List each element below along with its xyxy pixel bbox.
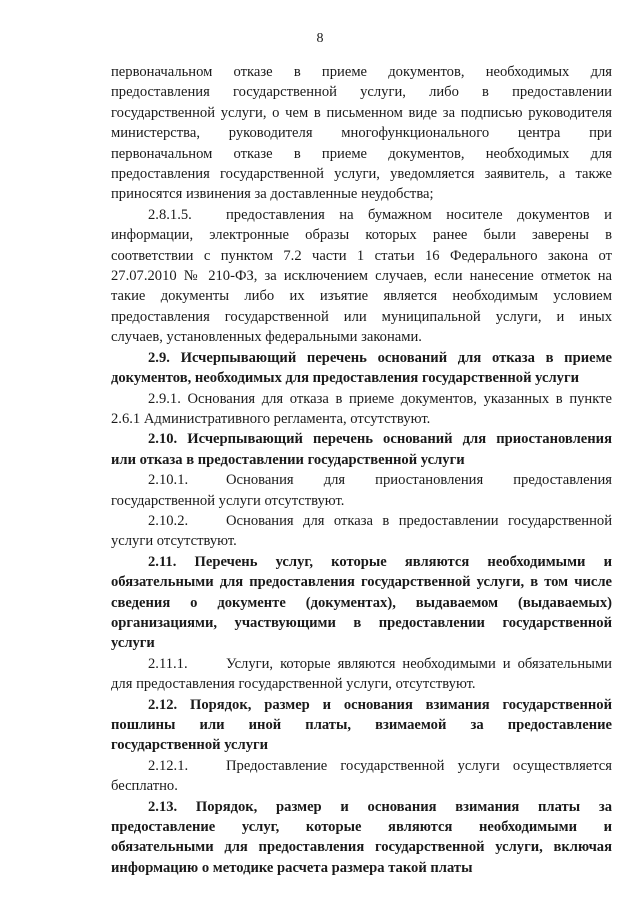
section-heading: или отказа в предоставлении государственной услуги bbox=[111, 451, 465, 468]
paragraph-line: государственной услуги, о чем в письменном виде за подписью руководителя bbox=[111, 104, 612, 121]
paragraph-line: 2.6.1 Административного регламента, отсутствуют. bbox=[111, 410, 431, 427]
paragraph-line: услуги отсутствуют. bbox=[111, 533, 237, 550]
clause-text: Основания для отказа в предоставлении государственной bbox=[226, 512, 612, 529]
section-heading: пошлины или иной платы, взимаемой за предоставление bbox=[111, 717, 612, 733]
paragraph-line bbox=[111, 511, 612, 531]
section-heading: обязательными для предоставления государственной услуги, включая bbox=[111, 839, 612, 856]
paragraph-line: соответствии с пунктом 7.2 части 1 статьи 16 Федерального закона от bbox=[111, 247, 612, 264]
paragraph-line: предоставления государственной или муниципальной услуги, и иных bbox=[111, 308, 612, 325]
document-body bbox=[111, 62, 612, 878]
section-heading: документов, необходимых для предоставления государственной услуги bbox=[111, 370, 579, 387]
section-heading: сведения о документе (документах), выдаваемом (выдаваемых) bbox=[111, 594, 612, 611]
paragraph-line: первоначальном отказе в приеме документов, необходимых для bbox=[111, 64, 612, 80]
paragraph-line: 27.07.2010 № 210-ФЗ, за исключением случаев, если нанесение отметок на bbox=[111, 268, 612, 285]
paragraph-line bbox=[111, 205, 612, 225]
page-number: 8 bbox=[316, 31, 324, 46]
paragraph-line: бесплатно. bbox=[111, 778, 178, 795]
section-heading: обязательными для предоставления государственной услуги, в том числе bbox=[111, 574, 612, 591]
section-heading: государственной услуги bbox=[111, 737, 269, 754]
paragraph-line: 2.9.1. Основания для отказа в приеме документов, указанных в пункте bbox=[148, 390, 612, 407]
section-heading: 2.13. Порядок, размер и основания взимания платы за bbox=[148, 798, 612, 815]
section-heading: информацию о методике расчета размера такой платы bbox=[111, 859, 473, 876]
paragraph-line: для предоставления государственной услуги, отсутствуют. bbox=[111, 676, 476, 693]
paragraph-line: государственной услуги отсутствуют. bbox=[111, 492, 345, 509]
clause-number: 2.10.1. bbox=[148, 472, 189, 489]
section-heading: организациями, участвующими в предоставлении государственной bbox=[111, 614, 612, 631]
section-heading: услуги bbox=[111, 635, 155, 652]
paragraph-line: первоначальном отказе в приеме документов, необходимых для bbox=[111, 145, 612, 162]
clause-number: 2.11.1. bbox=[148, 655, 188, 672]
paragraph-line bbox=[111, 470, 612, 490]
paragraph-line: предоставления государственной услуги, либо в предоставлении bbox=[111, 84, 612, 101]
section-heading: 2.11. Перечень услуг, которые являются необходимыми и bbox=[148, 553, 612, 570]
clause-text: Предоставление государственной услуги осуществляется bbox=[226, 757, 612, 774]
clause-text: Услуги, которые являются необходимыми и обязательными bbox=[226, 655, 612, 672]
clause-text: предоставления на бумажном носителе документов и bbox=[226, 206, 612, 223]
paragraph-line: информации, электронные образы которых ранее были заверены в bbox=[111, 227, 612, 244]
section-heading: предоставление услуг, которые являются необходимыми и bbox=[111, 819, 612, 836]
clause-number: 2.12.1. bbox=[148, 757, 189, 774]
section-heading: 2.10. Исчерпывающий перечень оснований для приостановления bbox=[148, 431, 612, 448]
clause-text: Основания для приостановления предоставления bbox=[226, 472, 612, 489]
section-heading: 2.12. Порядок, размер и основания взимания государственной bbox=[148, 696, 612, 713]
paragraph-line: случаев, установленных федеральными законами. bbox=[111, 329, 422, 346]
paragraph-line: министерства, руководителя многофункционального центра при bbox=[111, 125, 612, 142]
clause-number: 2.8.1.5. bbox=[148, 206, 192, 223]
paragraph-line: такие документы либо их изъятие является необходимым условием bbox=[111, 288, 612, 305]
section-heading: 2.9. Исчерпывающий перечень оснований для отказа в приеме bbox=[148, 349, 612, 366]
paragraph-line: предоставления государственной услуги, уведомляется заявитель, а также bbox=[111, 166, 612, 183]
paragraph-line: приносятся извинения за доставленные неудобства; bbox=[111, 186, 434, 203]
paragraph-line bbox=[111, 654, 612, 674]
paragraph-line bbox=[111, 756, 612, 776]
clause-number: 2.10.2. bbox=[148, 512, 189, 529]
